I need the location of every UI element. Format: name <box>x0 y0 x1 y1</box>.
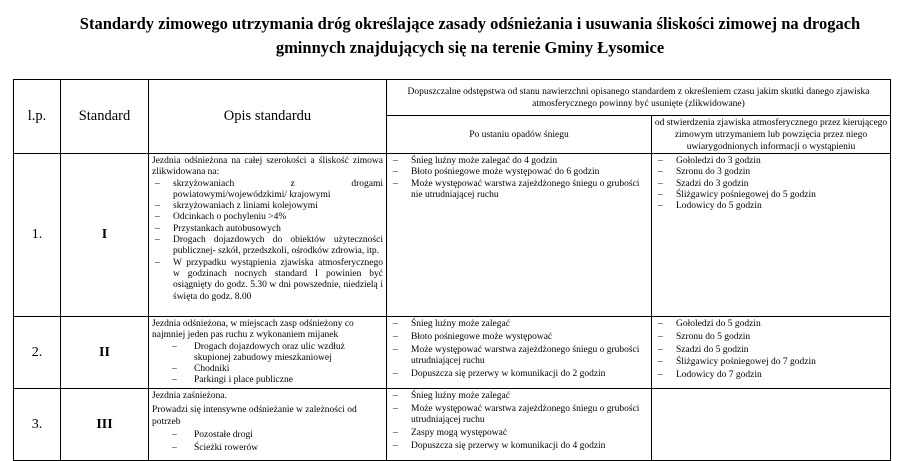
list-item: – Szadzi do 5 godzin <box>655 345 887 356</box>
list-item: – Śliżgawicy pośniegowej do 7 godzin <box>655 357 887 368</box>
title-line-2: gminnych znajdujących się na terenie Gminy Łysomice <box>275 38 665 57</box>
list-item: – Śnieg luźny może zalegać <box>390 391 648 402</box>
row-od-stwierdzenia <box>652 154 891 317</box>
table-row <box>14 317 891 389</box>
header-odstepstwa: Dopuszczalne odstępstwa od stanu nawierzchni opisanego standardem z określeniem czasu jakim skutki danego zjawiska atmosferycznego powinny być usunięte (zlikwidowane) <box>387 80 891 116</box>
list-item: – Lodowicy do 5 godzin <box>655 201 887 212</box>
header-standard: Standard <box>61 80 149 154</box>
list-item: – Błoto pośniegowe może występować do 6 godzin <box>390 167 648 178</box>
row-opis <box>149 317 387 389</box>
list-item: – Szronu do 3 godzin <box>655 167 887 178</box>
row-standard: I <box>61 154 149 317</box>
row-lp: 3. <box>14 389 61 461</box>
list-item: – Dopuszcza się przerwy w komunikacji do 2 godzin <box>390 369 648 380</box>
list-item: – Śliżgawicy pośniegowej do 5 godzin <box>655 190 887 201</box>
header-row-1 <box>14 80 891 116</box>
list-item: – Gołoledzi do 5 godzin <box>655 319 887 330</box>
header-lp: l.p. <box>14 80 61 154</box>
list-item: – Szronu do 5 godzin <box>655 332 887 343</box>
row-po-ustaniu <box>387 317 652 389</box>
list-item: – skrzyżowaniach z liniami kolejowymi <box>152 201 383 212</box>
title-line-1: Standardy zimowego utrzymania dróg określające zasady odśnieżania i usuwania śliskości zimowej na drogach <box>79 14 861 33</box>
list-item: – skrzyżowaniach z drogami powiatowymi/wojewódzkimi/ krajowymi <box>152 179 383 202</box>
list-item: – Szadzi do 3 godzin <box>655 179 887 190</box>
row-od-stwierdzenia <box>652 389 891 461</box>
row-standard: II <box>61 317 149 389</box>
header-opis: Opis standardu <box>149 80 387 154</box>
list-item: – Błoto pośniegowe może występować <box>390 332 648 343</box>
table-row <box>14 389 891 461</box>
list-item: – Śnieg luźny może zalegać <box>390 319 648 330</box>
row-opis <box>149 154 387 317</box>
opis-intro: Jezdnia odśnieżona, w miejscach zasp odśnieżony co najmniej jeden pas ruchu z wykonaniem mijanek <box>152 319 354 341</box>
list-item: – Chodniki <box>152 364 383 375</box>
table-row <box>14 154 891 317</box>
list-item: – Przystankach autobusowych <box>152 224 383 235</box>
list-item: – Drogach dojazdowych do obiektów użyteczności publicznej- szkół, przedszkoli, ośrodków zdrowia, itp. <box>152 235 383 258</box>
list-item: – Gołoledzi do 3 godzin <box>655 156 887 167</box>
row-lp: 1. <box>14 154 61 317</box>
row-opis <box>149 389 387 461</box>
list-item: – Może występować warstwa zajeżdżonego śniegu o grubości utrudniającej ruchu <box>390 345 648 368</box>
row-od-stwierdzenia <box>652 317 891 389</box>
list-item: – Zaspy mogą występować <box>390 428 648 439</box>
list-item: – Może występować warstwa zajeżdżonego śniegu o grubości nie utrudniającej ruchu <box>390 179 648 202</box>
list-item: – Lodowicy do 7 godzin <box>655 370 887 381</box>
list-item: – Śnieg luźny może zalegać do 4 godzin <box>390 156 648 167</box>
list-item: – Pozostałe drogi <box>152 430 383 441</box>
list-item: – Odcinkach o pochyleniu >4% <box>152 212 383 223</box>
list-item: – W przypadku wystąpienia zjawiska atmosferycznego w godzinach nocnych standard I powinien być osiągnięty do godz. 5.30 w dni powszednie, niedzielą i święta do godz. 8.00 <box>152 258 383 303</box>
document-title <box>40 12 900 60</box>
list-item: – Parkingi i place publiczne <box>152 375 383 386</box>
header-od-stwierdzenia: od stwierdzenia zjawiska atmosferycznego przez kierującego zimowym utrzymaniem lub powzięcia przez niego uwiarygodnionych informacji o wystąpieniu <box>652 116 891 154</box>
list-item: – Może występować warstwa zajeżdżonego śniegu o grubości utrudniającej ruchu <box>390 404 648 427</box>
header-po-ustaniu: Po ustaniu opadów śniegu <box>387 116 652 154</box>
row-po-ustaniu <box>387 154 652 317</box>
row-standard: III <box>61 389 149 461</box>
standards-table <box>13 79 891 461</box>
list-item: – Ścieżki rowerów <box>152 443 383 454</box>
list-item: – Dopuszcza się przerwy w komunikacji do 4 godzin <box>390 441 648 452</box>
opis-intro: Jezdnia zaśnieżona. <box>152 391 227 401</box>
opis-intro-2: Prowadzi się intensywne odśnieżanie w zależności od potrzeb <box>152 405 357 427</box>
row-lp: 2. <box>14 317 61 389</box>
list-item: – Drogach dojazdowych oraz ulic wzdłuż skupionej zabudowy mieszkaniowej <box>152 342 383 365</box>
row-po-ustaniu <box>387 389 652 461</box>
opis-intro: Jezdnia odśnieżona na całej szerokości a śliskość zimowa zlikwidowana na: <box>152 156 383 178</box>
